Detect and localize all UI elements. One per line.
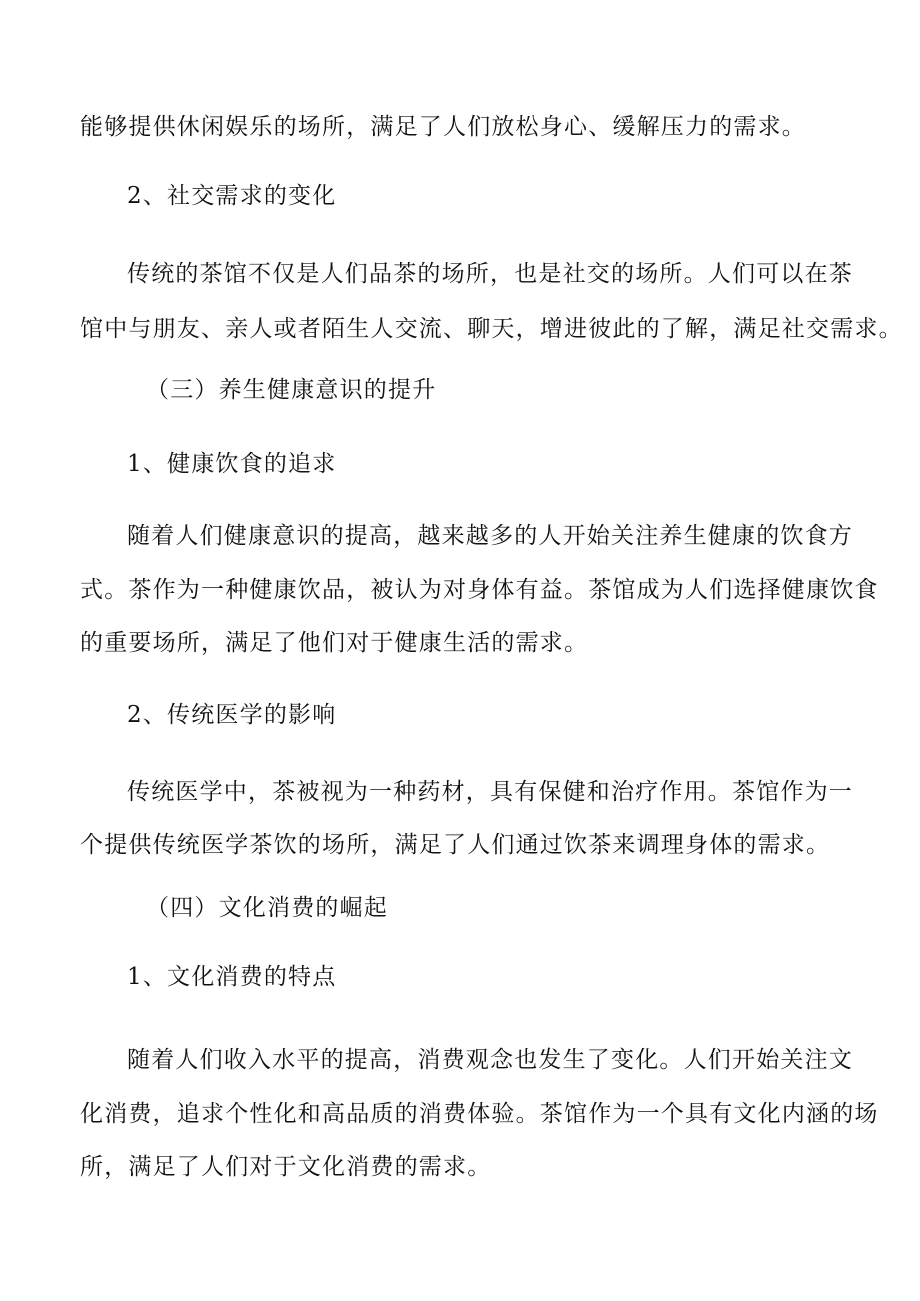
section-heading-health: （三）养生健康意识的提升 bbox=[146, 377, 437, 403]
paragraph-line: 所，满足了人们对于文化消费的需求。 bbox=[80, 1154, 492, 1180]
paragraph-line: 化消费，追求个性化和高品质的消费体验。茶馆作为一个具有文化内涵的场 bbox=[80, 1101, 879, 1127]
paragraph-line: 传统的茶馆不仅是人们品茶的场所，也是社交的场所。人们可以在茶 bbox=[127, 261, 853, 287]
section-heading-culture: （四）文化消费的崛起 bbox=[146, 895, 388, 921]
paragraph-line: 传统医学中，茶被视为一种药材，具有保健和治疗作用。茶馆作为一 bbox=[127, 779, 853, 805]
paragraph-line: 式。茶作为一种健康饮品，被认为对身体有益。茶馆成为人们选择健康饮食 bbox=[80, 577, 879, 603]
paragraph-line: 随着人们健康意识的提高，越来越多的人开始关注养生健康的饮食方 bbox=[127, 523, 853, 549]
paragraph-line: 的重要场所，满足了他们对于健康生活的需求。 bbox=[80, 630, 589, 656]
paragraph-line: 个提供传统医学茶饮的场所，满足了人们通过饮茶来调理身体的需求。 bbox=[80, 832, 831, 858]
heading-healthy-diet: 1、健康饮食的追求 bbox=[127, 451, 337, 477]
paragraph-line: 馆中与朋友、亲人或者陌生人交流、聊天，增进彼此的了解，满足社交需求。 bbox=[80, 316, 903, 342]
heading-cultural-consumption: 1、文化消费的特点 bbox=[127, 964, 337, 990]
heading-social-needs: 2、社交需求的变化 bbox=[127, 183, 337, 209]
paragraph-line: 随着人们收入水平的提高，消费观念也发生了变化。人们开始关注文 bbox=[127, 1047, 853, 1073]
paragraph-tail-line: 能够提供休闲娱乐的场所，满足了人们放松身心、缓解压力的需求。 bbox=[80, 114, 806, 140]
heading-traditional-medicine: 2、传统医学的影响 bbox=[127, 702, 337, 728]
